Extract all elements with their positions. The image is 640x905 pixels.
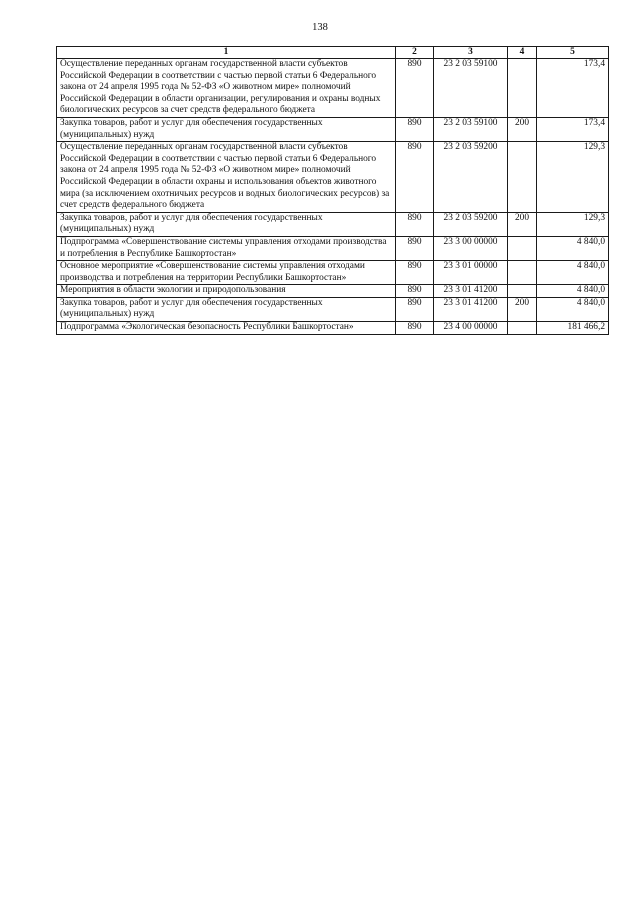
budget-table <box>56 46 609 335</box>
row-sum: 129,3 <box>537 212 609 236</box>
row-sum: 181 466,2 <box>537 322 609 335</box>
row-name: Закупка товаров, работ и услуг для обеспечения государственных (муниципальных) нужд <box>57 297 396 321</box>
row-sum: 4 840,0 <box>537 236 609 260</box>
row-csr: 23 4 00 00000 <box>434 322 508 335</box>
row-name: Закупка товаров, работ и услуг для обеспечения государственных (муниципальных) нужд <box>57 212 396 236</box>
row-name: Осуществление переданных органам государственной власти субъектов Российской Федерации в соответствии с частью первой статьи 6 Федерального закона от 24 апреля 1995 года № 52-ФЗ «О животном мире» полномочий Российской Федерации в области охраны и использования объектов животного мира (за исключением охотничьих ресурсов и водных биологических ресурсов) за счет средств федерального бюджета <box>57 142 396 213</box>
column-header-3: 3 <box>434 47 508 59</box>
column-header-5: 5 <box>537 47 609 59</box>
row-vr <box>508 142 537 213</box>
row-vr <box>508 236 537 260</box>
row-sum: 4 840,0 <box>537 285 609 298</box>
row-csr: 23 3 01 00000 <box>434 261 508 285</box>
table-row <box>57 236 609 260</box>
table-row <box>57 261 609 285</box>
row-vr: 200 <box>508 117 537 141</box>
table-row <box>57 117 609 141</box>
table-row <box>57 59 609 118</box>
row-csr: 23 2 03 59100 <box>434 117 508 141</box>
row-csr: 23 2 03 59200 <box>434 212 508 236</box>
table-row <box>57 322 609 335</box>
table-row <box>57 212 609 236</box>
page-number: 138 <box>312 22 328 33</box>
row-grbs: 890 <box>396 285 434 298</box>
row-csr: 23 3 00 00000 <box>434 236 508 260</box>
row-vr: 200 <box>508 297 537 321</box>
table-header-row <box>57 47 609 59</box>
row-grbs: 890 <box>396 236 434 260</box>
row-grbs: 890 <box>396 297 434 321</box>
row-csr: 23 2 03 59200 <box>434 142 508 213</box>
row-csr: 23 2 03 59100 <box>434 59 508 118</box>
row-vr: 200 <box>508 212 537 236</box>
row-name: Мероприятия в области экологии и природопользования <box>57 285 396 298</box>
row-vr <box>508 285 537 298</box>
table-row <box>57 285 609 298</box>
row-name: Закупка товаров, работ и услуг для обеспечения государственных (муниципальных) нужд <box>57 117 396 141</box>
row-name: Подпрограмма «Совершенствование системы управления отходами производства и потребления в Республике Башкортостан» <box>57 236 396 260</box>
row-name: Осуществление переданных органам государственной власти субъектов Российской Федерации в соответствии с частью первой статьи 6 Федерального закона от 24 апреля 1995 года № 52-ФЗ «О животном мире» полномочий Российской Федерации в области организации, регулирования и охраны водных биологических ресурсов за счет средств федерального бюджета <box>57 59 396 118</box>
row-vr <box>508 322 537 335</box>
row-vr <box>508 59 537 118</box>
table-row <box>57 297 609 321</box>
row-sum: 4 840,0 <box>537 297 609 321</box>
row-sum: 173,4 <box>537 117 609 141</box>
row-grbs: 890 <box>396 59 434 118</box>
row-grbs: 890 <box>396 261 434 285</box>
column-header-2: 2 <box>396 47 434 59</box>
column-header-4: 4 <box>508 47 537 59</box>
row-name: Основное мероприятие «Совершенствование системы управления отходами производства и потребления на территории Республики Башкортостан» <box>57 261 396 285</box>
table-row <box>57 142 609 213</box>
row-sum: 129,3 <box>537 142 609 213</box>
row-name: Подпрограмма «Экологическая безопасность Республики Башкортостан» <box>57 322 396 335</box>
row-sum: 4 840,0 <box>537 261 609 285</box>
row-grbs: 890 <box>396 322 434 335</box>
row-grbs: 890 <box>396 212 434 236</box>
row-grbs: 890 <box>396 117 434 141</box>
column-header-1: 1 <box>57 47 396 59</box>
row-csr: 23 3 01 41200 <box>434 285 508 298</box>
row-csr: 23 3 01 41200 <box>434 297 508 321</box>
row-sum: 173,4 <box>537 59 609 118</box>
row-vr <box>508 261 537 285</box>
row-grbs: 890 <box>396 142 434 213</box>
